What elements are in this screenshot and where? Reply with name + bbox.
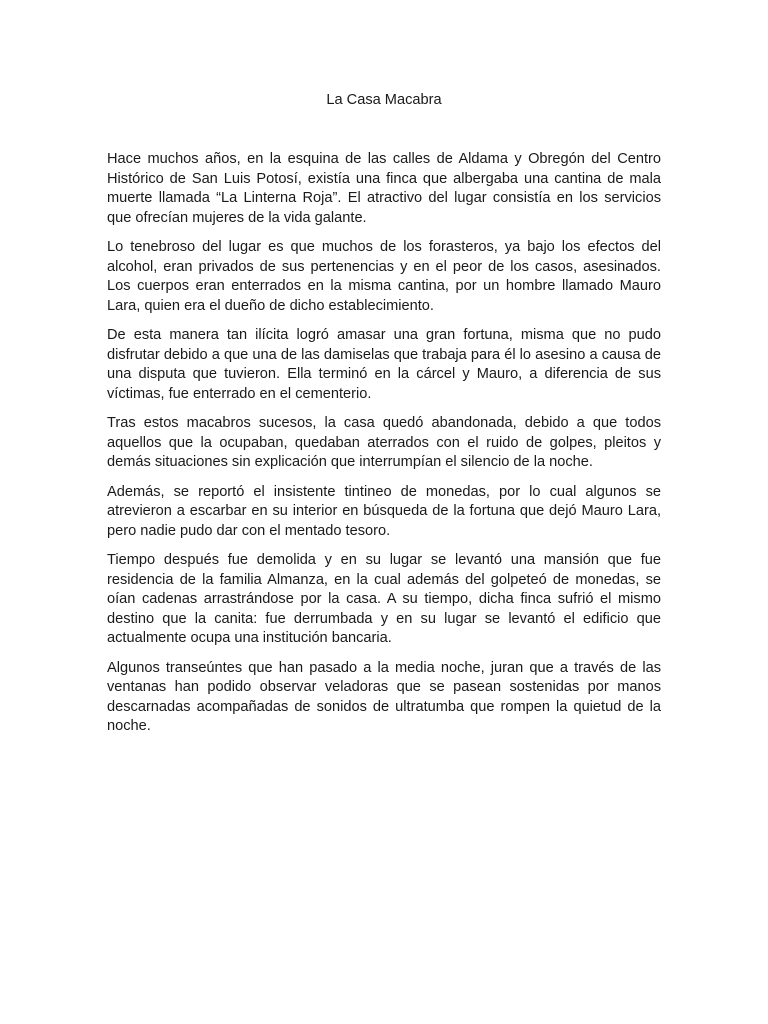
paragraph-6: Tiempo después fue demolida y en su lugar se levantó una mansión que fue residencia de la familia Almanza, en la cual además del golpeteó de monedas, se oían cadenas arrastrándose por la casa. A su tiempo, dicha finca sufrió el mismo destino que la canita: fue derrumbada y en su lugar se levantó el edificio que actualmente ocupa una institución bancaria. <box>107 552 661 646</box>
paragraph-7: Algunos transeúntes que han pasado a la media noche, juran que a través de las ventanas han podido observar veladoras que se pasean sostenidas por manos descarnadas acompañadas de sonidos de ultratumba que rompen la quietud de la noche. <box>107 659 661 734</box>
paragraph-1: Hace muchos años, en la esquina de las calles de Aldama y Obregón del Centro Histórico de San Luis Potosí, existía una finca que albergaba una cantina de mala muerte llamada “La Linterna Roja”. El atractivo del lugar consistía en los servicios que ofrecían mujeres de la vida galante. <box>107 151 661 226</box>
paragraph-5: Además, se reportó el insistente tintineo de monedas, por lo cual algunos se atrevieron a escarbar en su interior en búsqueda de la fortuna que dejó Mauro Lara, pero nadie pudo dar con el mentado tesoro. <box>107 483 661 539</box>
paragraph-2: Lo tenebroso del lugar es que muchos de los forasteros, ya bajo los efectos del alcohol, eran privados de sus pertenencias y en el peor de los casos, asesinados. Los cuerpos eran enterrados en la misma cantina, por un hombre llamado Mauro Lara, quien era el dueño de dicho establecimiento. <box>107 239 661 314</box>
page-title: La Casa Macabra <box>326 92 442 108</box>
paragraph-3: De esta manera tan ilícita logró amasar una gran fortuna, misma que no pudo disfrutar debido a que una de las damiselas que trabaja para él lo asesino a causa de una disputa que tuvieron. Ella terminó en la cárcel y Mauro, a diferencia de sus víctimas, fue enterrado en el cementerio. <box>107 327 661 402</box>
paragraph-4: Tras estos macabros sucesos, la casa quedó abandonada, debido a que todos aquellos que la ocupaban, quedaban aterrados con el ruido de golpes, pleitos y demás situaciones sin explicación que interrumpían el silencio de la noche. <box>107 415 661 470</box>
document-body <box>107 150 661 747</box>
